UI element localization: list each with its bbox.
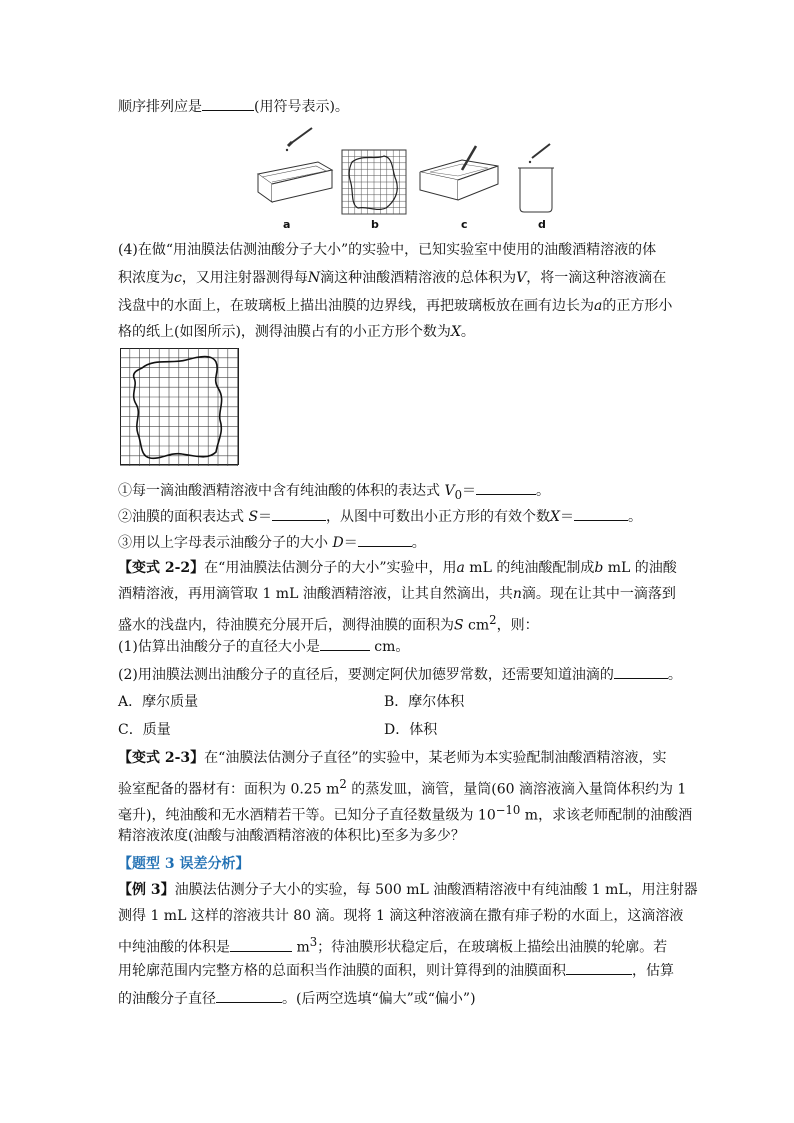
beaker-with-dropper-icon — [518, 144, 554, 212]
text-line: ①每一滴油酸酒精溶液中含有纯油酸的体积的表达式 $V_0=$ 。 — [118, 480, 678, 505]
figure-label-b: b — [371, 218, 379, 231]
experiment-steps-figure — [250, 122, 570, 234]
answer-blank — [320, 636, 370, 651]
figure-label-a: a — [283, 218, 291, 231]
figure-label-c: c — [461, 218, 468, 231]
figure-label-d: d — [538, 218, 546, 231]
text-line: 精溶液浓度(油酸与油酸酒精溶液的体积比)至多为多少？ — [118, 828, 465, 844]
text-line: (2)用油膜法测出油酸分子的直径后，要测定阿伏加德罗常数，还需要知道油滴的 。 — [118, 664, 678, 685]
answer-blank — [358, 532, 412, 547]
answer-blank — [230, 937, 292, 952]
grid-paper-icon — [342, 150, 406, 214]
text-line: 【变式 2-3】在“油膜法估测分子直径”的实验中，某老师为本实验配制油酸酒精溶液，实 — [118, 750, 667, 766]
section-heading: 【题型 3 误差分析】 — [118, 856, 250, 872]
steps-illustration — [250, 122, 570, 234]
answer-blank — [272, 506, 326, 521]
text-line: 格的纸上(如图所示)，测得油膜占有的小正方形个数为X。 — [118, 324, 475, 340]
answer-blank — [614, 664, 668, 679]
option-a: A．摩尔质量 — [118, 694, 199, 710]
option-b: B．摩尔体积 — [384, 694, 465, 710]
text-line: 用轮廓范围内完整方格的总面积当作油膜的面积，则计算得到的油膜面积 ，估算 — [118, 960, 678, 981]
text-line: 的油酸分子直径 。(后两空选填“偏大”或“偏小”) — [118, 988, 678, 1009]
text-line: 积浓度为c，又用注射器测得每N滴这种油酸酒精溶液的总体积为V，将一滴这种溶液滴在 — [118, 270, 667, 286]
oil-film-grid-figure — [120, 348, 240, 470]
answer-blank — [574, 506, 628, 521]
answer-blank — [476, 480, 536, 495]
text-line: 酒精溶液，再用滴管取 1 mL 油酸酒精溶液，让其自然滴出，共n滴。现在让其中一滴落到 — [118, 586, 676, 602]
text-line: (4)在做“用油膜法估测油酸分子大小”的实验中，已知实验室中使用的油酸酒精溶液的体 — [118, 242, 657, 258]
text-line: 顺序排列应是 (用符号表示)。 — [118, 96, 678, 117]
answer-blank — [202, 96, 254, 111]
option-c: C．质量 — [118, 722, 171, 738]
text-line: 验室配备的器材有：面积为 0.25 $m^2$ 的蒸发皿，滴管，量筒(60 滴溶液滴入量筒体积约为 1 — [118, 777, 687, 798]
text-line: 毫升)，纯油酸和无水酒精若干等。已知分子直径数量级为 $10^{-10}$ m，求该老师配制的油酸酒 — [118, 803, 693, 824]
text-line: ③用以上字母表示油酸分子的大小 D＝ 。 — [118, 532, 678, 553]
text-line: 中纯油酸的体积是 $m^3$；待油膜形状稳定后，在玻璃板上描绘出油膜的轮廓。若 — [118, 935, 668, 956]
text-line: 盛水的浅盘内，待油膜充分展开后，测得油膜的面积为S $cm^2$，则： — [118, 613, 539, 634]
text-line: 【变式 2-2】在“用油膜法估测分子的大小”实验中，用a mL 的纯油酸配制成b mL 的油酸 — [118, 560, 677, 576]
text-line: ②油膜的面积表达式 S＝ ，从图中可数出小正方形的有效个数X＝ 。 — [118, 506, 678, 527]
answer-blank — [216, 988, 282, 1003]
text-line: 浅盘中的水面上，在玻璃板上描出油膜的边界线，再把玻璃板放在画有边长为a的正方形小 — [118, 298, 673, 314]
tray-with-pen-icon — [420, 146, 498, 200]
option-d: D．体积 — [384, 722, 438, 738]
tray-with-dropper-icon — [258, 128, 332, 202]
oil-film-outline — [120, 348, 240, 466]
text-line: 测得 1 mL 这样的溶液共计 80 滴。现将 1 滴这种溶液滴在撒有痱子粉的水面上，这滴溶液 — [118, 908, 684, 924]
answer-blank — [566, 960, 632, 975]
text-line: 【例 3】油膜法估测分子大小的实验，每 500 mL 油酸酒精溶液中有纯油酸 1 mL，用注射器 — [118, 882, 698, 898]
text-line: (1)估算出油酸分子的直径大小是 cm。 — [118, 636, 678, 657]
